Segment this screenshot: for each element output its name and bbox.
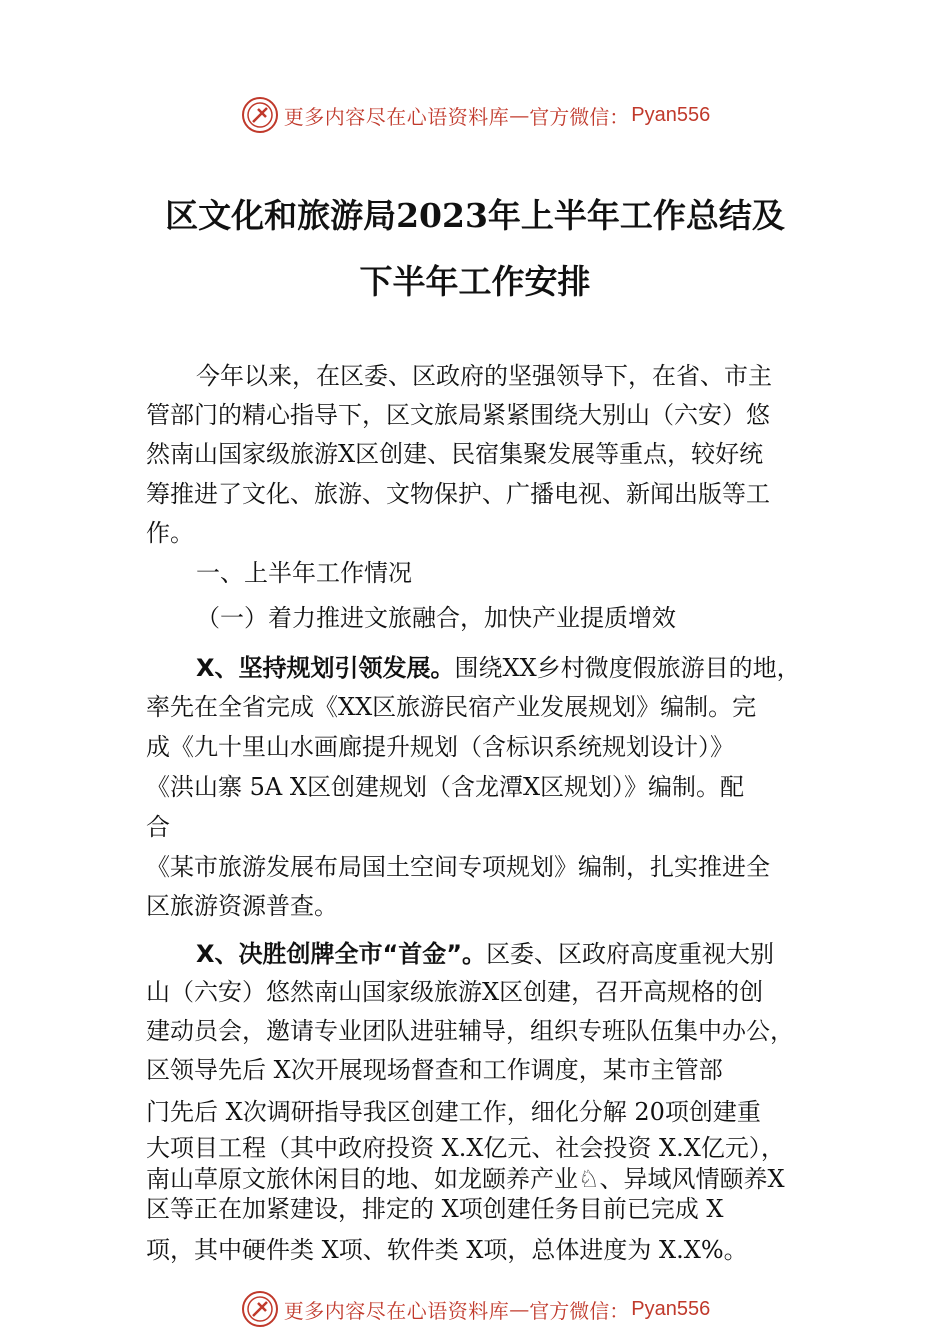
subsection-heading: （一）着力推进文旅融合，加快产业提质增效 — [196, 604, 676, 632]
banner-wechat-id: Pyan556 — [631, 103, 711, 126]
banner-wechat-label: 官方微信： — [529, 1298, 630, 1323]
document-title-line-2: 下半年工作安排 — [359, 262, 591, 301]
paragraph-line: 大项目工程（其中政府投资 X.X亿元、社会投资 X.X亿元）， — [146, 1134, 785, 1162]
logo-seal-icon — [240, 1289, 280, 1329]
paragraph-line: 《某市旅游发展布局国土空间专项规划》编制，扎实推进全 — [146, 853, 770, 881]
header-banner — [0, 95, 950, 135]
item-2-first-line — [196, 938, 876, 970]
banner-text: 更多内容尽在心语资料库 — [283, 1298, 510, 1323]
banner-wechat-label: 官方微信： — [529, 104, 630, 129]
section-heading: 一、上半年工作情况 — [196, 559, 412, 587]
paragraph-line: 区等正在加紧建设，排定的 X项创建任务目前已完成 X — [146, 1195, 724, 1223]
paragraph-line: 南山草原文旅休闲目的地、如龙颐养产业♘、异域风情颐养X — [146, 1165, 785, 1193]
item-1-heading: X、坚持规划引领发展。 — [196, 654, 455, 682]
footer-banner — [0, 1289, 950, 1329]
paragraph-line: 合 — [146, 813, 170, 841]
banner-text: 更多内容尽在心语资料库 — [283, 104, 510, 129]
paragraph-line: 项，其中硬件类 X项、软件类 X项，总体进度为 X.X%。 — [146, 1236, 748, 1264]
paragraph-line: 今年以来，在区委、区政府的坚强领导下，在省、市主 — [196, 362, 772, 390]
banner-dash: — — [509, 103, 530, 127]
item-2-heading: X、决胜创牌全市“首金”。 — [196, 940, 487, 968]
item-2-text: 区委、区政府高度重视大别 — [486, 940, 775, 968]
paragraph-line: 山（六安）悠然南山国家级旅游X区创建，召开高规格的创 — [146, 978, 764, 1006]
paragraph-line: 《洪山寨 5A X区创建规划（含龙潭X区规划）》编制。配 — [146, 773, 745, 801]
paragraph-line: 然南山国家级旅游X区创建、民宿集聚发展等重点，较好统 — [146, 440, 764, 468]
paragraph-line: 建动员会，邀请专业团队进驻辅导，组织专班队伍集中办公， — [146, 1017, 794, 1045]
item-1-first-line — [196, 652, 876, 684]
document-title-line-1: 区文化和旅游局2023年上半年工作总结及 — [165, 196, 785, 235]
paragraph-line: 区旅游资源普查。 — [146, 892, 338, 920]
paragraph-line: 门先后 X次调研指导我区创建工作，细化分解 20项创建重 — [146, 1098, 761, 1126]
item-1-text: 围绕XX乡村微度假旅游目的地， — [454, 654, 801, 682]
paragraph-line: 作。 — [146, 519, 194, 547]
paragraph-line: 成《九十里山水画廊提升规划（含标识系统规划设计）》 — [146, 733, 734, 761]
paragraph-line: 筹推进了文化、旅游、文物保护、广播电视、新闻出版等工 — [146, 480, 770, 508]
logo-seal-icon — [240, 95, 280, 135]
banner-wechat-id: Pyan556 — [631, 1297, 711, 1320]
paragraph-line: 区领导先后 X次开展现场督查和工作调度，某市主管部 — [146, 1056, 723, 1084]
paragraph-line: 管部门的精心指导下，区文旅局紧紧围绕大别山（六安）悠 — [146, 401, 770, 429]
paragraph-line: 率先在全省完成《XX区旅游民宿产业发展规划》编制。完 — [146, 693, 757, 721]
banner-dash: — — [509, 1297, 530, 1321]
